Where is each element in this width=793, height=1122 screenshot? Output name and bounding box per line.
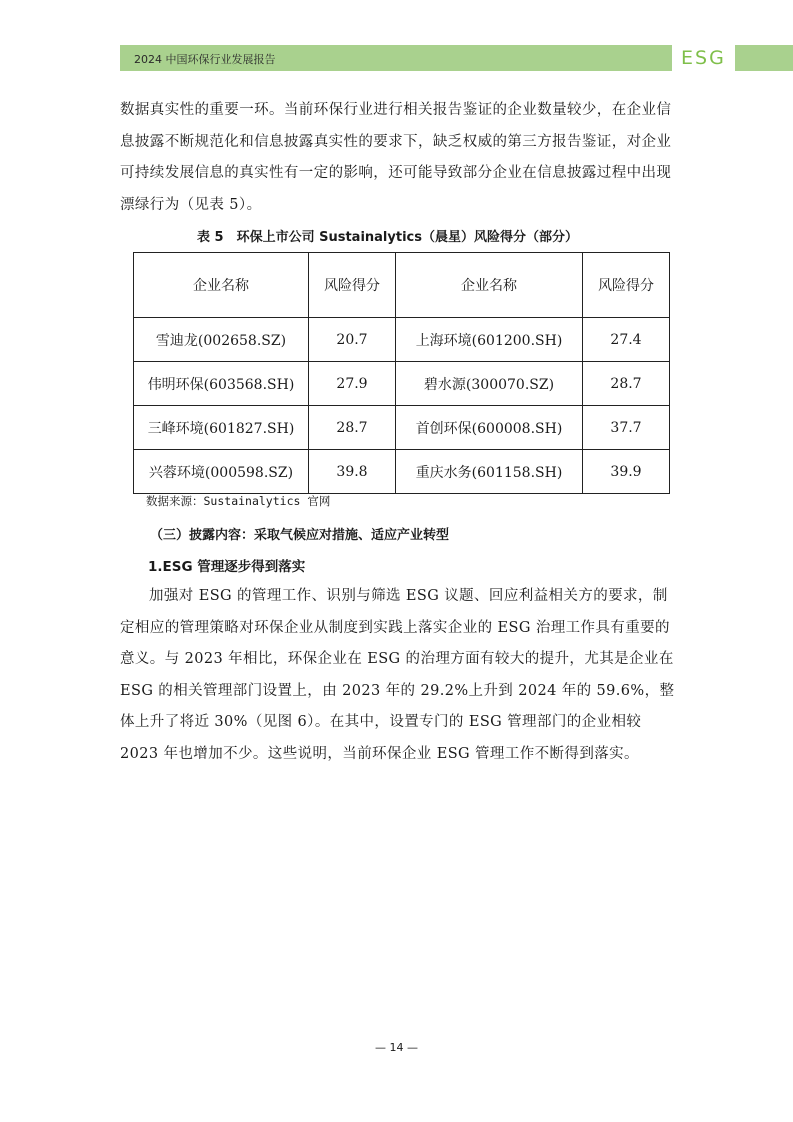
header-risk-score-1: 风险得分 [309, 253, 396, 318]
table-row [134, 362, 670, 406]
risk-score-cell: 27.4 [583, 318, 670, 362]
subsection-heading: 1.ESG 管理逐步得到落实 [148, 559, 306, 575]
risk-score-table [133, 252, 670, 494]
company-name-cell: 首创环保(600008.SH) [396, 406, 583, 450]
header-company-name-1: 企业名称 [134, 253, 309, 318]
header-right-bar [735, 45, 793, 71]
header-company-name-2: 企业名称 [396, 253, 583, 318]
company-name-cell: 三峰环境(601827.SH) [134, 406, 309, 450]
header-title: 2024 中国环保行业发展报告 [134, 53, 276, 66]
esg-tag: ESG [681, 47, 726, 69]
company-name-cell: 伟明环保(603568.SH) [134, 362, 309, 406]
paragraph-2: 加强对 ESG 的管理工作、识别与筛选 ESG 议题、回应利益相关方的要求，制定相应的管理策略对环保企业从制度到实践上落实企业的 ESG 治理工作具有重要的意义。与 2023 年相比，环保企业在 ESG 的治理方面有较大的提升，尤其是企业在 ESG 的相关管理部门设置上，由 2023 年的 29.2%上升到 2024 年的 59.6%，整体上升了将近 30%（见图 6）。在其中，设置专门的 ESG 管理部门的企业相较 2023 年也增加不少。这些说明，当前环保企业 ESG 管理工作不断得到落实。 [120, 588, 675, 762]
company-name-cell: 上海环境(601200.SH) [396, 318, 583, 362]
risk-score-cell: 28.7 [583, 362, 670, 406]
paragraph-1: 数据真实性的重要一环。当前环保行业进行相关报告鉴证的企业数量较少，在企业信息披露不断规范化和信息披露真实性的要求下，缺乏权威的第三方报告鉴证，对企业可持续发展信息的真实性有一定的影响，还可能导致部分企业在信息披露过程中出现漂绿行为（见表 5）。 [120, 102, 672, 213]
risk-score-cell: 39.9 [583, 450, 670, 494]
company-name-cell: 重庆水务(601158.SH) [396, 450, 583, 494]
table-row [134, 450, 670, 494]
risk-score-cell: 20.7 [309, 318, 396, 362]
table-row [134, 406, 670, 450]
risk-score-cell: 37.7 [583, 406, 670, 450]
table-source-note: 数据来源：Sustainalytics 官网 [146, 494, 331, 508]
table-row [134, 318, 670, 362]
header-risk-score-2: 风险得分 [583, 253, 670, 318]
risk-score-cell: 28.7 [309, 406, 396, 450]
section-heading: （三）披露内容：采取气候应对措施、适应产业转型 [150, 528, 450, 543]
page-number: — 14 — [375, 1041, 418, 1054]
company-name-cell: 碧水源(300070.SZ) [396, 362, 583, 406]
company-name-cell: 兴蓉环境(000598.SZ) [134, 450, 309, 494]
header-bar [120, 45, 672, 71]
risk-score-cell: 27.9 [309, 362, 396, 406]
table-caption: 表 5 环保上市公司 Sustainalytics（晨星）风险得分（部分） [197, 230, 578, 245]
company-name-cell: 雪迪龙(002658.SZ) [134, 318, 309, 362]
table-header-row [134, 253, 670, 318]
risk-score-cell: 39.8 [309, 450, 396, 494]
